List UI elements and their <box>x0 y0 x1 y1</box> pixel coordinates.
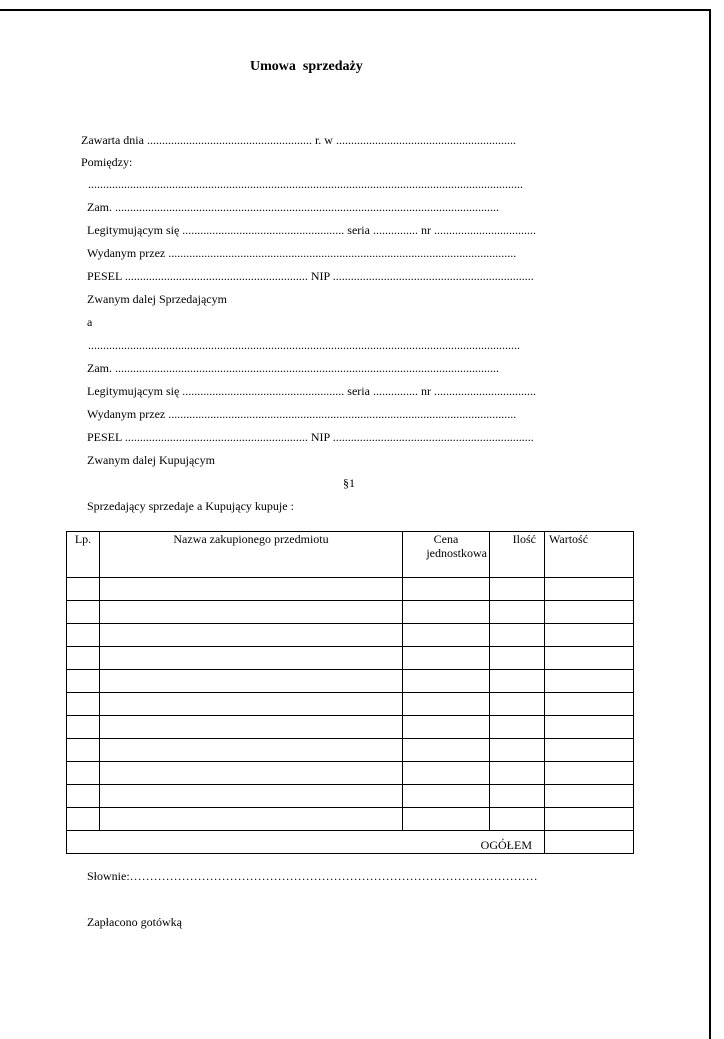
cell-value[interactable] <box>545 670 634 693</box>
cell-lp[interactable] <box>67 693 100 716</box>
cell-value[interactable] <box>545 785 634 808</box>
table-body <box>67 578 634 831</box>
conjunction-text: a <box>87 315 93 329</box>
column-header-unit-price <box>403 532 490 578</box>
cell-item-name[interactable] <box>100 647 403 670</box>
table-row <box>67 693 634 716</box>
seller-issued-line: Wydanym przez .................................................................................................................... <box>87 246 517 260</box>
buyer-pesel-line: PESEL ............................................................. NIP ................................................................... <box>87 430 534 444</box>
cell-value[interactable] <box>545 601 634 624</box>
table-row <box>67 647 634 670</box>
table-row <box>67 578 634 601</box>
cell-item-name[interactable] <box>100 716 403 739</box>
table-row <box>67 716 634 739</box>
table-row <box>67 739 634 762</box>
cell-item-name[interactable] <box>100 624 403 647</box>
cell-lp[interactable] <box>67 739 100 762</box>
cell-unit-price[interactable] <box>403 578 490 601</box>
cell-unit-price[interactable] <box>403 601 490 624</box>
table-row <box>67 785 634 808</box>
total-value-cell[interactable] <box>545 831 634 854</box>
table-row <box>67 808 634 831</box>
cell-unit-price[interactable] <box>403 693 490 716</box>
cell-value[interactable] <box>545 624 634 647</box>
cell-quantity[interactable] <box>490 739 545 762</box>
cell-lp[interactable] <box>67 785 100 808</box>
cell-quantity[interactable] <box>490 716 545 739</box>
cell-quantity[interactable] <box>490 624 545 647</box>
cell-quantity[interactable] <box>490 578 545 601</box>
items-table <box>66 531 634 854</box>
contract-date-line: Zawarta dnia ....................................................... r. w ............................................................ <box>81 133 516 147</box>
document-page <box>0 9 711 1039</box>
cell-quantity[interactable] <box>490 693 545 716</box>
cell-value[interactable] <box>545 647 634 670</box>
unit-price-label-line2: jednostkowa <box>426 546 487 560</box>
buyer-address-line: Zam. ................................................................................................................................ <box>87 361 499 375</box>
buyer-label: Zwanym dalej Kupującym <box>87 453 215 467</box>
paid-cash-label: Zapłacono gotówką <box>87 915 182 929</box>
cell-item-name[interactable] <box>100 739 403 762</box>
buyer-issued-line: Wydanym przez .................................................................................................................... <box>87 407 517 421</box>
table-row <box>67 624 634 647</box>
cell-quantity[interactable] <box>490 670 545 693</box>
cell-lp[interactable] <box>67 808 100 831</box>
cell-item-name[interactable] <box>100 693 403 716</box>
column-header-quantity: Ilość <box>490 532 545 578</box>
document-title: Umowa sprzedaży <box>250 59 363 74</box>
column-header-item-name: Nazwa zakupionego przedmiotu <box>100 532 403 578</box>
cell-lp[interactable] <box>67 716 100 739</box>
cell-item-name[interactable] <box>100 808 403 831</box>
total-label: OGÓŁEM <box>67 831 545 854</box>
cell-lp[interactable] <box>67 762 100 785</box>
seller-pesel-line: PESEL ............................................................. NIP ................................................................... <box>87 269 534 283</box>
cell-item-name[interactable] <box>100 601 403 624</box>
cell-value[interactable] <box>545 808 634 831</box>
cell-value[interactable] <box>545 693 634 716</box>
cell-item-name[interactable] <box>100 762 403 785</box>
cell-quantity[interactable] <box>490 762 545 785</box>
cell-unit-price[interactable] <box>403 647 490 670</box>
cell-value[interactable] <box>545 739 634 762</box>
cell-unit-price[interactable] <box>403 624 490 647</box>
between-label: Pomiędzy: <box>81 155 133 169</box>
cell-unit-price[interactable] <box>403 716 490 739</box>
seller-id-line: Legitymującym się ...................................................... seria ............... nr .................................. <box>87 223 536 237</box>
table-row <box>67 670 634 693</box>
column-header-lp: Lp. <box>67 532 100 578</box>
cell-unit-price[interactable] <box>403 785 490 808</box>
cell-quantity[interactable] <box>490 785 545 808</box>
cell-unit-price[interactable] <box>403 739 490 762</box>
seller-address-line: Zam. ................................................................................................................................ <box>87 200 499 214</box>
cell-value[interactable] <box>545 716 634 739</box>
cell-lp[interactable] <box>67 578 100 601</box>
cell-item-name[interactable] <box>100 670 403 693</box>
cell-lp[interactable] <box>67 624 100 647</box>
cell-lp[interactable] <box>67 601 100 624</box>
sells-statement: Sprzedający sprzedaje a Kupujący kupuje : <box>87 499 294 513</box>
column-header-value: Wartość <box>545 532 634 578</box>
buyer-id-line: Legitymującym się ...................................................... seria ............... nr .................................. <box>87 384 536 398</box>
cell-item-name[interactable] <box>100 578 403 601</box>
cell-value[interactable] <box>545 762 634 785</box>
section-number: §1 <box>343 476 355 490</box>
cell-unit-price[interactable] <box>403 762 490 785</box>
buyer-name-line: ................................................................................................................................................ <box>88 338 520 352</box>
cell-lp[interactable] <box>67 647 100 670</box>
cell-quantity[interactable] <box>490 808 545 831</box>
cell-quantity[interactable] <box>490 601 545 624</box>
cell-quantity[interactable] <box>490 647 545 670</box>
seller-label: Zwanym dalej Sprzedającym <box>87 292 227 306</box>
table-header-row <box>67 532 634 578</box>
total-row <box>67 831 634 854</box>
cell-lp[interactable] <box>67 670 100 693</box>
unit-price-label-line1: Cena <box>433 532 459 546</box>
cell-unit-price[interactable] <box>403 670 490 693</box>
seller-name-line: ................................................................................................................................................. <box>88 177 523 191</box>
table-row <box>67 601 634 624</box>
cell-value[interactable] <box>545 578 634 601</box>
cell-unit-price[interactable] <box>403 808 490 831</box>
in-words-line: Słownie:………………………………………………………………………………………… <box>87 869 538 883</box>
cell-item-name[interactable] <box>100 785 403 808</box>
table-row <box>67 762 634 785</box>
